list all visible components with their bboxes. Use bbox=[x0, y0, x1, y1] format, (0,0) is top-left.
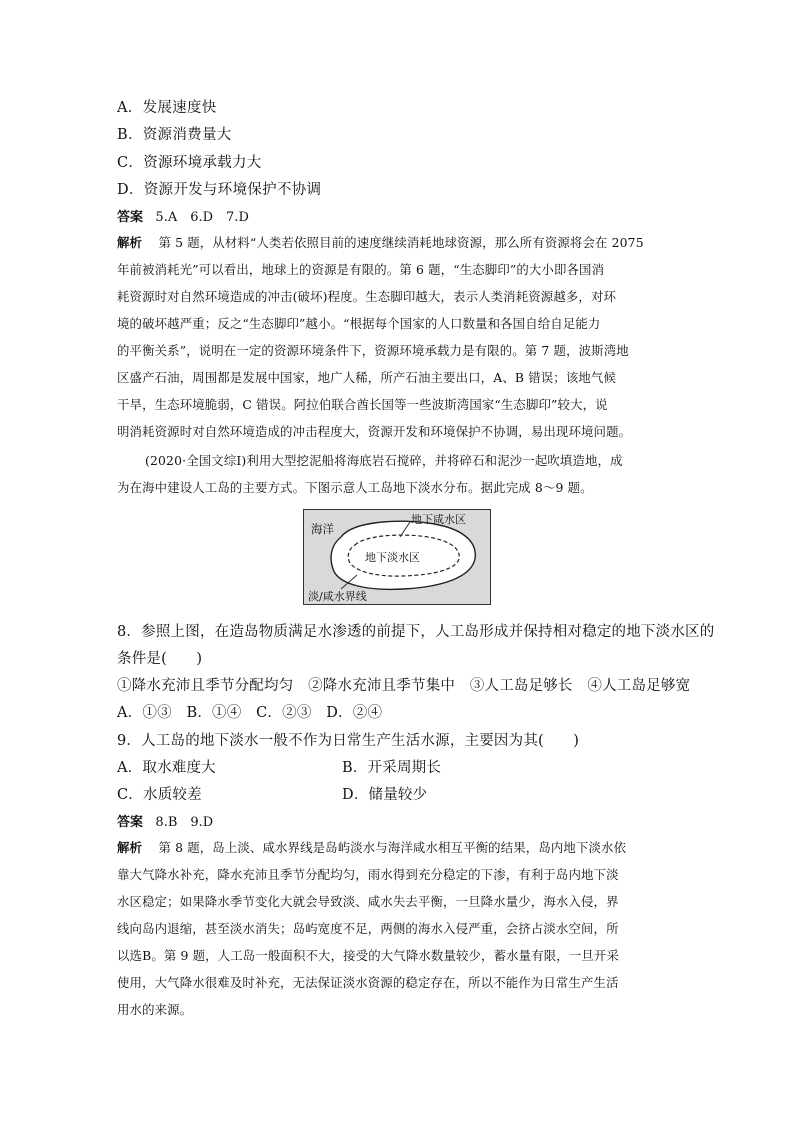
answer-label: 答案 bbox=[117, 210, 144, 225]
q8-stem-line-2: 条件是( ) bbox=[117, 651, 203, 667]
q8-statements: ①降水充沛且季节分配均匀 ②降水充沛且季节集中 ③人工岛足够长 ④人工岛足够宽 bbox=[117, 678, 691, 694]
q9-option-c: C．水质较差 bbox=[117, 787, 202, 803]
q7-option-a: A．发展速度快 bbox=[117, 100, 217, 116]
explanation-5-7-line-7: 干旱，生态环境脆弱，C 错误。阿拉伯联合酋长国等一些波斯湾国家“生态脚印”较大，说 bbox=[117, 397, 608, 412]
explanation-8-9-line-1: 解析 第 8 题，岛上淡、咸水界线是岛屿淡水与海洋咸水相互平衡的结果，岛内地下淡水依 bbox=[117, 840, 627, 855]
fresh-zone-label: 地下淡水区 bbox=[365, 551, 420, 564]
explanation-8-9-line-5: 以选B。第 9 题，人工岛一般面积不大，接受的大气降水数量较少，蓄水量有限，一旦开采 bbox=[117, 948, 620, 963]
explanation-8-9-line-6: 使用，大气降水很难及时补充，无法保证淡水资源的稳定存在，所以不能作为日常生产生活 bbox=[117, 975, 619, 990]
answer-text: 5.A 6.D 7.D bbox=[155, 210, 249, 225]
q7-option-b: B．资源消费量大 bbox=[117, 127, 232, 143]
explanation-8-9-line-3: 水区稳定；如果降水季节变化大就会导致淡、咸水失去平衡，一旦降水量少，海水入侵，界 bbox=[117, 894, 619, 909]
explanation-5-7-line-6: 区盛产石油，周围都是发展中国家，地广人稀，所产石油主要出口，A、B 错误；该地气候 bbox=[117, 370, 616, 385]
explanation-5-7-line-1: 解析 第 5 题，从材料“人类若依照目前的速度继续消耗地球资源，那么所有资源将会在 2075 bbox=[117, 235, 644, 250]
q7-option-c: C．资源环境承载力大 bbox=[117, 155, 262, 171]
q8-options: A．①③ B．①④ C．②③ D．②④ bbox=[117, 705, 383, 721]
explanation-label: 解析 bbox=[117, 840, 143, 855]
q9-option-a: A．取水难度大 bbox=[117, 760, 216, 776]
explanation-8-9-line-2: 靠大气降水补充，降水充沛且季节分配均匀，雨水得到充分稳定的下渗，有利于岛内地下淡 bbox=[117, 867, 619, 882]
explanation-8-9-line-7: 用水的来源。 bbox=[117, 1002, 193, 1017]
intro-line-2: 为在海中建设人工岛的主要方式。下图示意人工岛地下淡水分布。据此完成 8～9 题。 bbox=[117, 480, 593, 495]
explanation-8-9-line-4: 线向岛内退缩，甚至淡水消失；岛屿宽度不足，两侧的海水入侵严重，会挤占淡水空间，所 bbox=[117, 921, 619, 936]
explanation-5-7-line-3: 耗资源时对自然环境造成的冲击(破坏)程度。生态脚印越大，表示人类消耗资源越多，对环 bbox=[117, 289, 617, 304]
answer-label: 答案 bbox=[117, 815, 144, 830]
explanation-label: 解析 bbox=[117, 235, 143, 250]
answer-text: 8.B 9.D bbox=[155, 815, 214, 830]
boundary-label: 淡/咸水界线 bbox=[308, 590, 367, 603]
explanation-5-7-line-5: 的平衡关系”，说明在一定的资源环境条件下，资源环境承载力是有限的。第 7 题，波斯湾地 bbox=[117, 343, 629, 358]
q8-stem-line-1: 8．参照上图，在造岛物质满足水渗透的前提下，人工岛形成并保持相对稳定的地下淡水区的 bbox=[117, 624, 715, 640]
ocean-label: 海洋 bbox=[311, 522, 334, 536]
explanation-5-7-line-4: 境的破坏越严重；反之“生态脚印”越小。“根据每个国家的人口数量和各国自给自足能力 bbox=[117, 316, 601, 331]
q7-option-d: D．资源开发与环境保护不协调 bbox=[117, 182, 322, 198]
q9-option-d: D．储量较少 bbox=[342, 787, 428, 803]
q9-option-b: B．开采周期长 bbox=[342, 760, 442, 776]
q9-stem: 9．人工岛的地下淡水一般不作为日常生产生活水源，主要因为其( ) bbox=[117, 733, 580, 749]
answer-5-7 bbox=[117, 206, 249, 225]
explanation-5-7-line-8: 明消耗资源时对自然环境造成的冲击程度大，资源开发和环境保护不协调，易出现环境问题。 bbox=[117, 424, 632, 439]
answer-8-9 bbox=[117, 811, 213, 830]
artificial-island-diagram bbox=[303, 509, 491, 605]
explanation-5-7-line-2: 年前被消耗光”可以看出，地球上的资源是有限的。第 6 题，“生态脚印”的大小即各国消 bbox=[117, 262, 605, 277]
intro-line-1: (2020·全国文综Ⅰ)利用大型挖泥船将海底岩石搅碎，并将碎石和泥沙一起吹填造地，成 bbox=[145, 453, 623, 468]
salt-zone-label: 地下咸水区 bbox=[411, 513, 466, 526]
